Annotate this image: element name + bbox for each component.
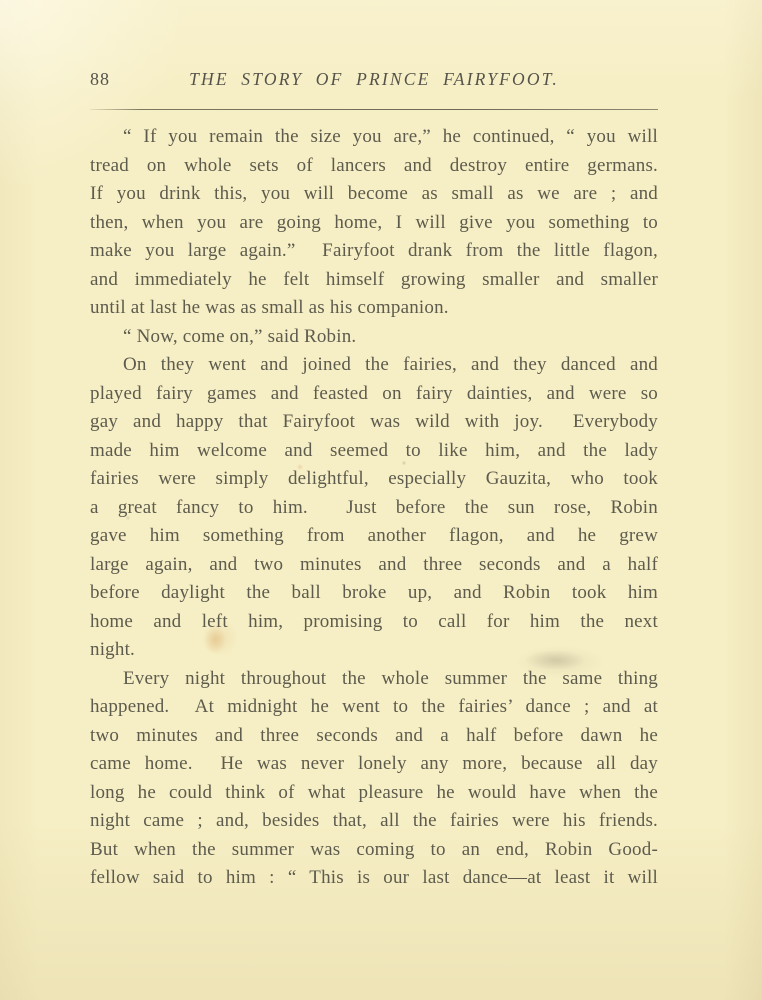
text-line: large again, and two minutes and three seconds and a half <box>90 553 658 575</box>
text-line: and immediately he felt himself growing smaller and smaller <box>90 268 658 290</box>
text-line: then, when you are going home, I will give you something to <box>90 211 658 233</box>
paragraph <box>90 665 658 893</box>
running-title: THE STORY OF PRINCE FAIRYFOOT. <box>189 69 559 89</box>
text-line: But when the summer was coming to an end, Robin Good- <box>90 838 658 860</box>
paragraph <box>90 351 658 665</box>
text-line: until at last he was as small as his companion. <box>90 297 449 318</box>
text-line: fellow said to him : “ This is our last dance—at least it will <box>90 867 658 888</box>
text-line: two minutes and three seconds and a half before dawn he <box>90 724 658 746</box>
text-line: “ Now, come on,” said Robin. <box>123 325 357 347</box>
text-line: tread on whole sets of lancers and destroy entire germans. <box>90 154 658 176</box>
text-line: make you large again.” Fairyfoot drank from the little flagon, <box>90 240 658 261</box>
page-number: 88 <box>90 69 110 89</box>
text-line: made him welcome and seemed to like him, and the lady <box>90 439 658 461</box>
text-line: Every night throughout the whole summer the same thing <box>123 667 658 689</box>
header-rule <box>90 109 658 110</box>
text-line: night came ; and, besides that, all the fairies were his friends. <box>90 810 658 831</box>
text-line: long he could think of what pleasure he would have when the <box>90 781 658 803</box>
body-text <box>90 123 658 893</box>
text-line: home and left him, promising to call for him the next <box>90 610 658 632</box>
text-line: gave him something from another flagon, and he grew <box>90 525 658 546</box>
text-line: fairies were simply delightful, especially Gauzita, who took <box>90 468 658 489</box>
text-line: “ If you remain the size you are,” he continued, “ you will <box>123 126 658 147</box>
paragraph <box>90 123 658 323</box>
text-line: happened. At midnight he went to the fairies’ dance ; and at <box>90 696 658 717</box>
text-line: night. <box>90 639 136 660</box>
page-header <box>90 0 658 91</box>
text-line: If you drink this, you will become as small as we are ; and <box>90 183 658 204</box>
text-line: before daylight the ball broke up, and Robin took him <box>90 582 658 603</box>
text-line: gay and happy that Fairyfoot was wild with joy. Everybody <box>90 411 658 432</box>
text-line: a great fancy to him. Just before the sun rose, Robin <box>90 496 658 518</box>
text-line: On they went and joined the fairies, and they danced and <box>123 354 658 375</box>
paragraph <box>90 323 658 352</box>
text-line: played fairy games and feasted on fairy dainties, and were so <box>90 382 658 404</box>
text-line: came home. He was never lonely any more, because all day <box>90 753 658 774</box>
